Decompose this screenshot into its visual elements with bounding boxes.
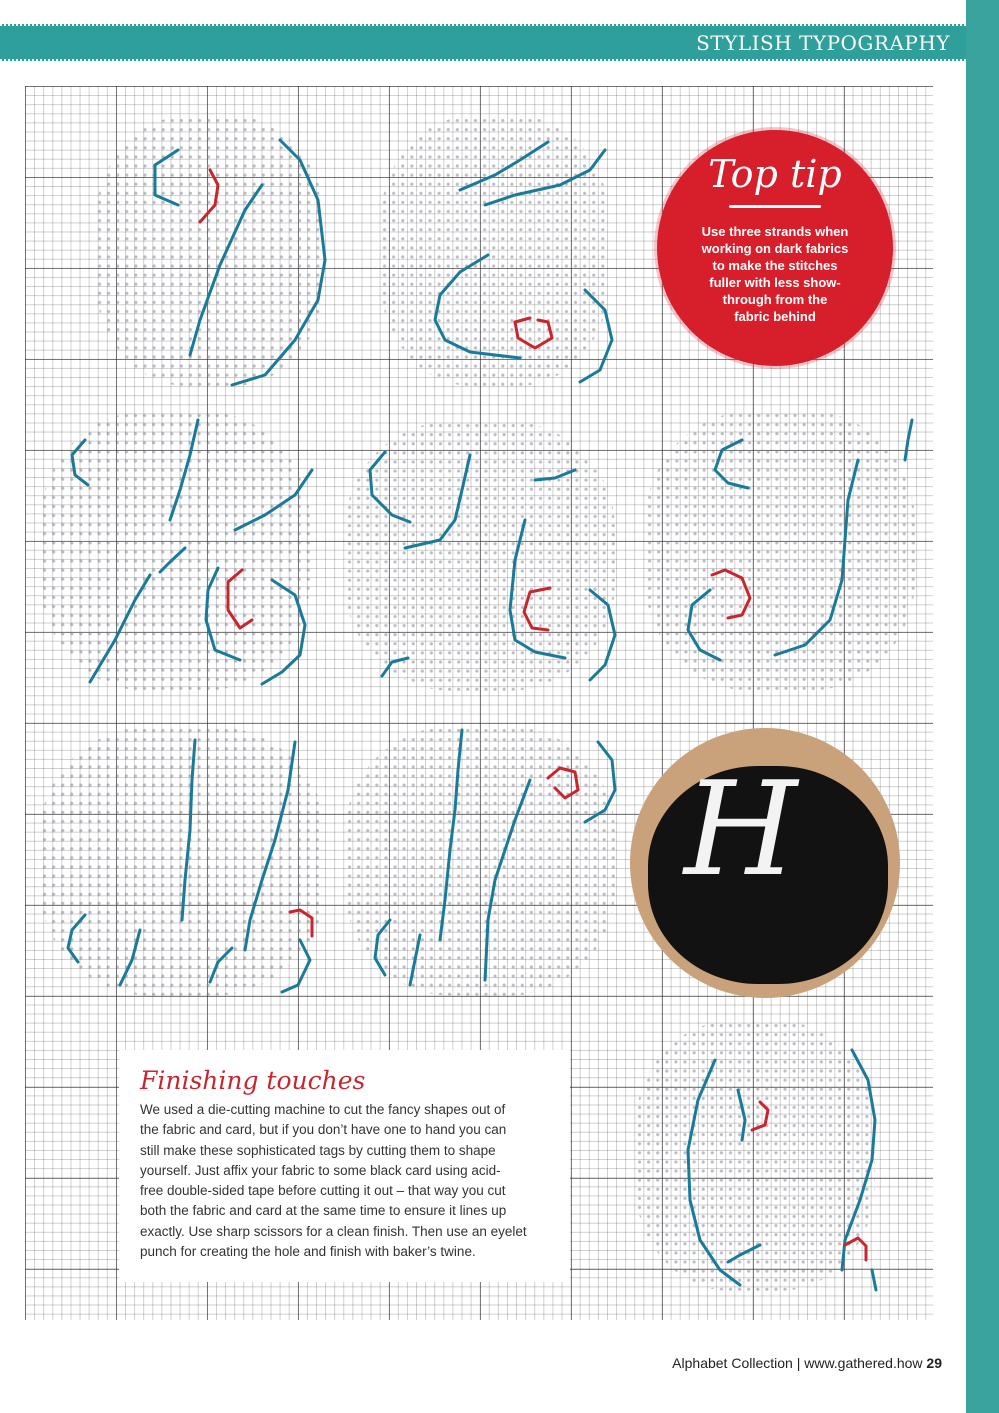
- backstitch-blue: [715, 440, 748, 488]
- backstitch-blue: [585, 742, 615, 822]
- backstitch-blue: [410, 935, 420, 985]
- backstitch-blue: [405, 455, 470, 548]
- backstitch-blue: [688, 1060, 740, 1285]
- finishing-touches-title: Finishing touches: [140, 1066, 366, 1095]
- backstitch-blue: [738, 1090, 745, 1140]
- backstitch-blue: [590, 590, 615, 680]
- backstitch-blue: [170, 420, 198, 520]
- page-footer: [672, 1355, 942, 1371]
- backstitch-red: [515, 318, 552, 348]
- finished-tag-photo: [630, 728, 900, 998]
- backstitch-red: [524, 588, 550, 630]
- backstitch-blue: [485, 150, 605, 205]
- backstitch-red: [845, 1238, 866, 1260]
- backstitch-blue: [580, 290, 612, 382]
- top-tip-underline: [729, 205, 821, 208]
- backstitch-blue: [72, 440, 88, 485]
- backstitch-blue: [435, 255, 520, 358]
- top-tip-badge: [657, 130, 893, 366]
- top-tip-line: fuller with less show-: [709, 275, 841, 290]
- backstitch-red: [752, 1102, 768, 1130]
- backstitch-blue: [235, 470, 312, 530]
- body-line: both the fabric and card at the same time to ensure it lines up: [140, 1203, 507, 1219]
- body-line: free double-sided tape before cutting it out – that way you cut: [140, 1183, 506, 1199]
- backstitch-blue: [182, 740, 195, 920]
- backstitch-red: [290, 910, 312, 936]
- finishing-touches-body: [140, 1100, 552, 1262]
- top-tip-line: Use three strands when: [701, 224, 849, 239]
- backstitch-blue: [90, 575, 150, 682]
- backstitch-blue: [382, 658, 408, 676]
- backstitch-red: [228, 570, 252, 628]
- finishing-touches-box: [119, 1050, 570, 1282]
- backstitch-blue: [282, 940, 310, 992]
- backstitch-blue: [120, 930, 140, 985]
- backstitch-blue: [872, 1270, 876, 1290]
- body-line: punch for creating the hole and finish with baker’s twine.: [140, 1244, 476, 1260]
- stitched-letter: H: [684, 753, 798, 905]
- backstitch-blue: [245, 742, 295, 950]
- body-line: the fabric and card, but if you don’t have one to hand you can: [140, 1122, 507, 1138]
- backstitch-blue: [375, 920, 390, 975]
- backstitch-blue: [688, 590, 720, 660]
- backstitch-red: [712, 570, 750, 618]
- body-line: exactly. Use sharp scissors for a clean finish. Then use an eyelet: [140, 1223, 527, 1239]
- backstitch-red: [200, 170, 218, 222]
- backstitch-blue: [160, 548, 185, 572]
- top-tip-title: Top tip: [708, 152, 842, 196]
- backstitch-blue: [440, 730, 462, 940]
- top-tip-line: working on dark fabrics: [701, 241, 849, 256]
- publication-name: Alphabet Collection: [672, 1355, 793, 1371]
- backstitch-blue: [485, 780, 530, 980]
- backstitch-blue: [535, 470, 575, 480]
- footer-separator: |: [796, 1355, 801, 1371]
- website-link[interactable]: www.gathered.how: [804, 1355, 923, 1371]
- backstitch-blue: [370, 452, 410, 522]
- backstitch-blue: [155, 150, 178, 205]
- body-line: still make these sophisticated tags by cutting them to shape: [140, 1142, 496, 1158]
- backstitch-blue: [232, 140, 325, 385]
- backstitch-blue: [210, 948, 232, 982]
- page-number: 29: [926, 1355, 942, 1371]
- backstitch-blue: [262, 580, 305, 684]
- top-tip-line: fabric behind: [734, 309, 816, 324]
- section-title: STYLISH TYPOGRAPHY: [696, 31, 950, 55]
- backstitch-blue: [68, 915, 85, 962]
- backstitch-blue: [905, 420, 912, 460]
- top-tip-text: [687, 223, 863, 325]
- backstitch-blue: [728, 1245, 760, 1262]
- backstitch-blue: [206, 568, 240, 660]
- top-tip-line: to make the stitches: [712, 258, 838, 273]
- top-tip-line: through from the: [722, 292, 828, 307]
- body-line: yourself. Just affix your fabric to some black card using acid-: [140, 1162, 501, 1178]
- backstitch-blue: [460, 142, 548, 190]
- backstitch-blue: [775, 460, 858, 655]
- body-line: We used a die-cutting machine to cut the fancy shapes out of: [140, 1102, 506, 1117]
- backstitch-red: [548, 768, 578, 798]
- backstitch-blue: [190, 185, 262, 355]
